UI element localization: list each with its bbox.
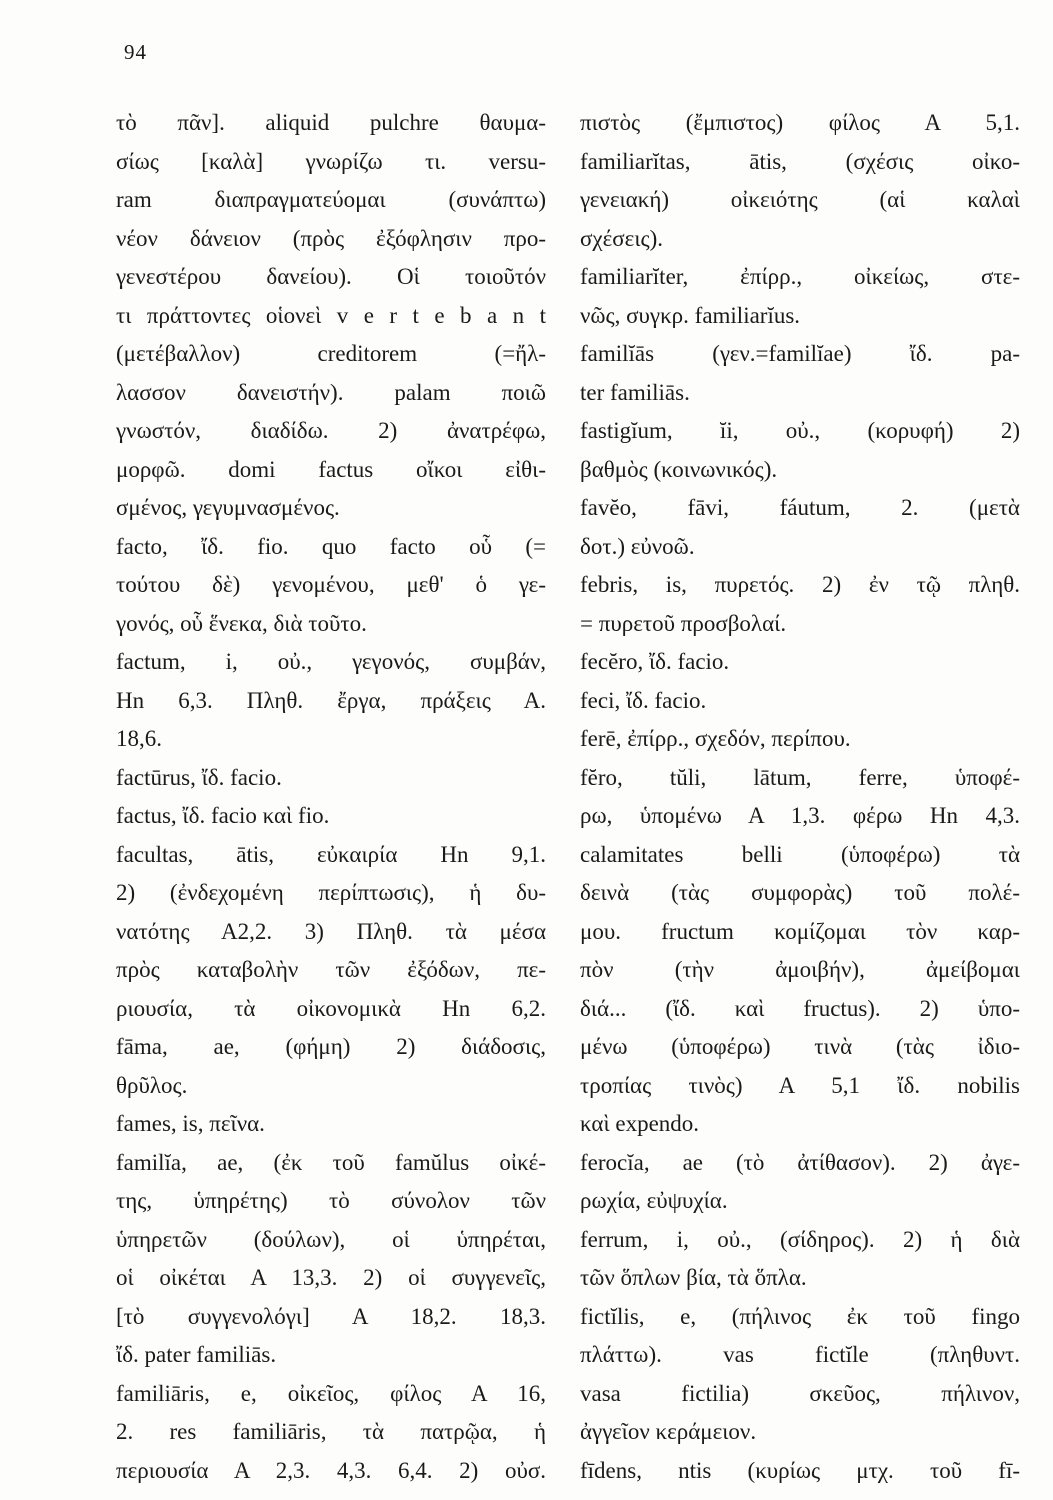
text-line: τι πράττοντες οἱονεὶ v e r t e b a n t	[116, 302, 546, 328]
text-line: τὸ πᾶν]. aliquid pulchre θαυμα-	[116, 110, 546, 135]
text-line: περιουσία Α 2,3. 4,3. 6,4. 2) οὐσ.	[116, 1457, 546, 1483]
text-line: θρῦλος.	[116, 1072, 188, 1098]
text-line: ter familiās.	[580, 379, 690, 405]
text-line: ριουσία, τὰ οἰκονομικὰ Hn 6,2.	[116, 995, 546, 1021]
text-line: (μετέβαλλον) creditorem (=ἤλ-	[116, 341, 546, 366]
text-line: πὸν (τὴν ἀμοιβήν), ἀμείβομαι	[580, 957, 1020, 982]
text-line: Hn 6,3. Πληθ. ἔργα, πράξεις Α.	[116, 687, 546, 713]
text-line: μορφῶ. domi factus οἴκοι εἰθι-	[116, 456, 546, 482]
text-line: [τὸ συγγενολόγι] Α 18,2. 18,3.	[116, 1303, 546, 1329]
text-line: 2. res familiāris, τὰ πατρῷα, ἡ	[116, 1419, 546, 1444]
text-line: διά... (ἴδ. καὶ fructus). 2) ὑπο-	[580, 995, 1020, 1021]
text-line: μένω (ὑποφέρω) τινὰ (τὰς ἰδιο-	[580, 1034, 1020, 1059]
text-line: fĕro, tŭli, lātum, ferre, ὑποφέ-	[580, 764, 1020, 790]
text-line: ferē, ἐπίρρ., σχεδόν, περίπου.	[580, 726, 851, 751]
text-line: νέον δάνειον (πρὸς ἐξόφλησιν προ-	[116, 225, 546, 251]
text-line: οἱ οἰκέται Α 13,3. 2) οἱ συγγενεῖς,	[116, 1265, 546, 1290]
text-line: πρὸς καταβολὴν τῶν ἐξόδων, πε-	[116, 957, 546, 982]
text-line: ferocĭa, ae (τὸ ἀτίθασον). 2) ἀγε-	[580, 1149, 1020, 1175]
text-line: familiarĭtas, ātis, (σχέσις οἰκο-	[580, 148, 1020, 174]
text-line: 18,6.	[116, 726, 162, 751]
text-line: δεινὰ (τὰς συμφορὰς) τοῦ πολέ-	[580, 880, 1020, 905]
text-line: καὶ expendo.	[580, 1111, 700, 1136]
text-line: τῶν ὅπλων βία, τὰ ὅπλα.	[580, 1265, 807, 1290]
text-line: σμένος, γεγυμνασμένος.	[116, 495, 340, 520]
text-line: της, ὑπηρέτης) τὸ σύνολον τῶν	[116, 1188, 546, 1213]
text-line: fastigĭum, ĭi, οὐ., (κορυφή) 2)	[580, 418, 1020, 443]
text-line: factum, i, οὐ., γεγονός, συμβάν,	[116, 649, 546, 674]
text-line: favĕo, fāvi, fáutum, 2. (μετὰ	[580, 495, 1020, 520]
text-line: calamitates belli (ὑποφέρω) τὰ	[580, 841, 1020, 867]
text-line: ὑπηρετῶν (δούλων), οἱ ὑπηρέται,	[116, 1226, 546, 1252]
text-line: factūrus, ἴδ. facio.	[116, 764, 282, 790]
text-line: λασσον δανειστήν). palam ποιῶ	[116, 379, 546, 405]
text-line: vasa fictilia) σκεῦος, πήλινον,	[580, 1380, 1020, 1406]
text-line: σχέσεις).	[580, 225, 664, 251]
page-number: 94	[124, 40, 147, 64]
text-line: γενειακή) οἰκειότης (αἱ καλαὶ	[580, 187, 1020, 212]
text-line: ρωχία, εὐψυχία.	[580, 1188, 728, 1213]
text-line: νατότης Α2,2. 3) Πληθ. τὰ μέσα	[116, 918, 546, 944]
text-line: fecĕro, ἴδ. facio.	[580, 649, 730, 674]
left-column	[116, 104, 546, 1490]
text-line: familiarĭter, ἐπίρρ., οἰκείως, στε-	[580, 264, 1020, 289]
text-line: γονός, οὗ ἕνεκα, διὰ τοῦτο.	[116, 610, 367, 636]
text-line: τούτου δὲ) γενομένου, μεθ' ὁ γε-	[116, 572, 546, 597]
text-line: factus, ἴδ. facio καὶ fio.	[116, 803, 330, 828]
text-line: fames, is, πεῖνα.	[116, 1111, 265, 1136]
text-line: τροπίας τινὸς) Α 5,1 ἴδ. nobilis	[580, 1072, 1020, 1098]
text-line: 2) (ἐνδεχομένη περίπτωσις), ἡ δυ-	[116, 880, 546, 905]
text-line: facto, ἴδ. fio. quo facto οὗ (=	[116, 533, 546, 559]
text-line: ἀγγεῖον κεράμειον.	[580, 1419, 757, 1444]
text-line: fictĭlis, e, (πήλινος ἐκ τοῦ fingo	[580, 1303, 1020, 1329]
text-line: fīdens, ntis (κυρίως μτχ. τοῦ fī-	[580, 1457, 1020, 1483]
text-line: γνωστόν, διαδίδω. 2) ἀνατρέφω,	[116, 418, 546, 443]
text-line: = πυρετοῦ προσβολαί.	[580, 610, 787, 636]
text-line: ferrum, i, οὐ., (σίδηρος). 2) ἡ διὰ	[580, 1226, 1020, 1252]
text-line: δοτ.) εὐνοῶ.	[580, 533, 695, 559]
text-line: ρω, ὑπομένω Α 1,3. φέρω Hn 4,3.	[580, 803, 1020, 828]
text-line: febris, is, πυρετός. 2) ἐν τῷ πληθ.	[580, 572, 1020, 597]
text-line: familĭās (γεν.=familĭae) ἴδ. pa-	[580, 341, 1020, 366]
text-line: μου. fructum κομίζομαι τὸν καρ-	[580, 918, 1020, 944]
text-line: πλάττω). vas fictĭle (πληθυντ.	[580, 1342, 1020, 1367]
text-line: facultas, ātis, εὐκαιρία Hn 9,1.	[116, 841, 546, 867]
text-line: fāma, ae, (φήμη) 2) διάδοσις,	[116, 1034, 546, 1059]
text-line: γενεστέρου δανείου). Οἱ τοιοῦτόν	[116, 264, 546, 289]
right-column	[580, 104, 1020, 1490]
text-line: πιστὸς (ἔμπιστος) φίλος Α 5,1.	[580, 110, 1020, 135]
text-line: ram διαπραγματεύομαι (συνάπτω)	[116, 187, 546, 212]
text-line: ἴδ. pater familiās.	[116, 1342, 277, 1367]
text-line: βαθμὸς (κοινωνικός).	[580, 456, 778, 482]
text-line: familiāris, e, οἰκεῖος, φίλος Α 16,	[116, 1380, 546, 1406]
text-line: νῶς, συγκρ. familiarĭus.	[580, 302, 801, 328]
text-line: σίως [καλὰ] γνωρίζω τι. versu-	[116, 148, 546, 174]
text-line: familĭa, ae, (ἐκ τοῦ famŭlus οἰκέ-	[116, 1149, 546, 1175]
text-line: feci, ἴδ. facio.	[580, 687, 707, 713]
